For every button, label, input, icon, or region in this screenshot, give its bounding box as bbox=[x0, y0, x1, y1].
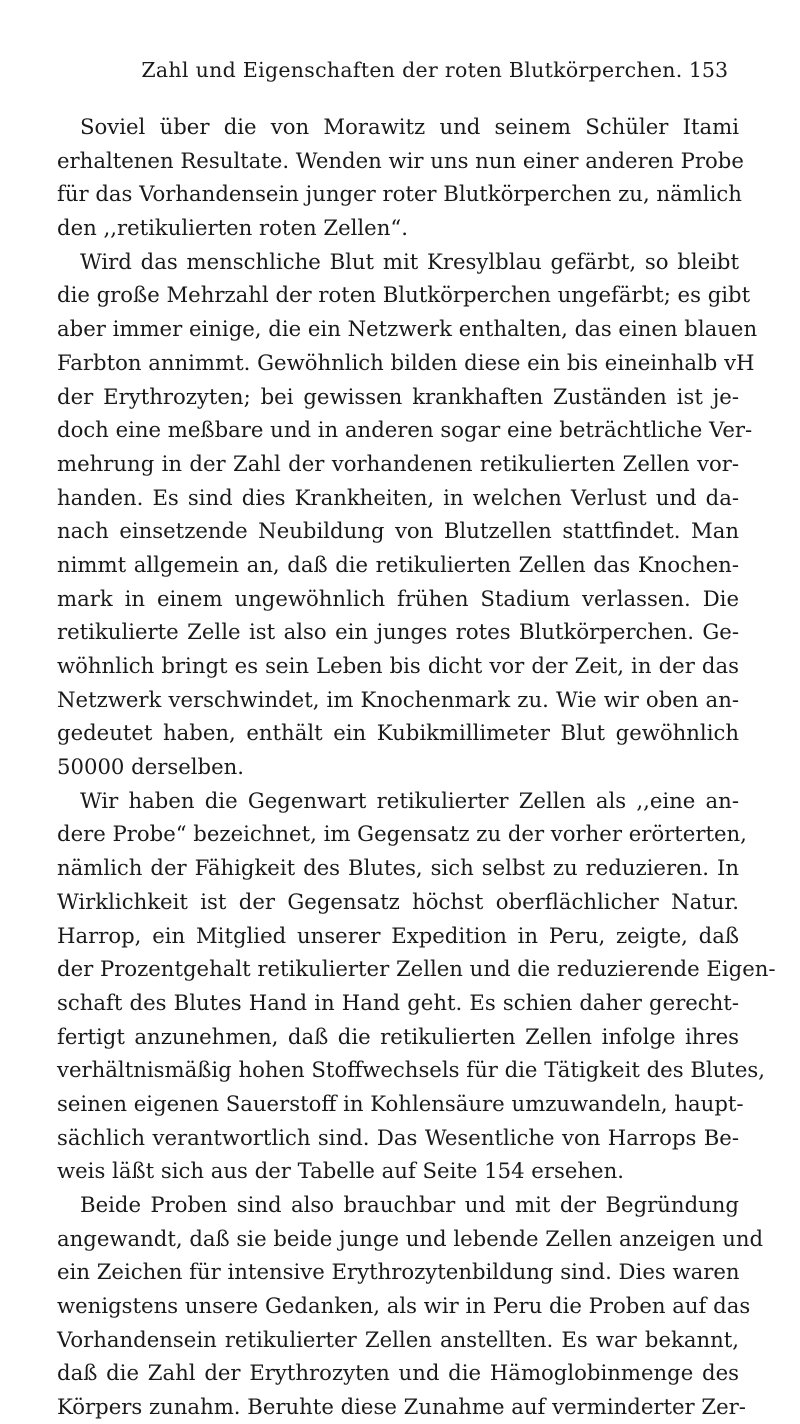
text-line: 50000 derselben. bbox=[57, 754, 245, 780]
text-line: daß die Zahl der Erythrozyten und die Hämoglobinmenge des bbox=[57, 1360, 739, 1386]
text-line: Soviel über die von Morawitz und seinem Schüler Itami bbox=[80, 114, 739, 139]
text-line: schaft des Blutes Hand in Hand geht. Es schien daher gerecht- bbox=[57, 989, 739, 1015]
text-line: weis läßt sich aus der Tabelle auf Seite 154 ersehen. bbox=[57, 1158, 624, 1184]
text-line: für das Vorhandensein junger roter Blutkörperchen zu, nämlich bbox=[57, 181, 742, 207]
text-line: wöhnlich bringt es sein Leben bis dicht vor der Zeit, in der das bbox=[57, 653, 739, 678]
text-line: retikulierte Zelle ist also ein junges rotes Blutkörperchen. Ge- bbox=[57, 619, 739, 645]
text-line: Wirklichkeit ist der Gegensatz höchst oberflächlicher Natur. bbox=[57, 888, 739, 914]
text-line: den ,,retikulierten roten Zellen“. bbox=[57, 215, 408, 241]
page-header bbox=[96, 58, 728, 88]
text-line: der Erythrozyten; bei gewissen krankhaften Zuständen ist je- bbox=[57, 383, 739, 409]
text-line: der Prozentgehalt retikulierter Zellen und die reduzierende Eigen- bbox=[57, 956, 776, 982]
text-line: Harrop, ein Mitglied unserer Expedition in Peru, zeigte, daß bbox=[57, 922, 739, 948]
text-line: Körpers zunahm. Beruhte diese Zunahme auf verminderter Zer- bbox=[57, 1394, 746, 1420]
text-line: fertigt anzunehmen, daß die retikulierten Zellen infolge ihres bbox=[57, 1023, 739, 1049]
text-line: sächlich verantwortlich sind. Das Wesentliche von Harrops Be- bbox=[57, 1124, 739, 1150]
text-line: gedeutet haben, enthält ein Kubikmillimeter Blut gewöhnlich bbox=[57, 720, 739, 746]
text-line: seinen eigenen Sauerstoff in Kohlensäure umzuwandeln, haupt- bbox=[57, 1090, 744, 1116]
page-number: 153 bbox=[688, 58, 728, 82]
text-line: erhaltenen Resultate. Wenden wir uns nun einer anderen Probe bbox=[57, 147, 744, 173]
text-line: aber immer einige, die ein Netzwerk enthalten, das einen blauen bbox=[57, 316, 758, 342]
text-line: wenigstens unsere Gedanken, als wir in Peru die Proben auf das bbox=[57, 1293, 751, 1319]
text-line: Beide Proben sind also brauchbar und mit der Begründung bbox=[80, 1192, 739, 1217]
text-line: nämlich der Fähigkeit des Blutes, sich selbst zu reduzieren. In bbox=[57, 855, 739, 881]
text-line: ein Zeichen für intensive Erythrozytenbildung sind. Dies waren bbox=[57, 1259, 740, 1285]
body-text bbox=[57, 110, 776, 1424]
text-line: angewandt, daß sie beide junge und lebende Zellen anzeigen und bbox=[57, 1225, 764, 1251]
text-line: mark in einem ungewöhnlich frühen Stadium verlassen. Die bbox=[57, 585, 739, 611]
text-line: nimmt allgemein an, daß die retikulierten Zellen das Knochen- bbox=[57, 551, 739, 577]
text-line: Farbton annimmt. Gewöhnlich bilden diese ein bis eineinhalb vH bbox=[57, 349, 755, 375]
running-title: Zahl und Eigenschaften der roten Blutkörperchen. bbox=[141, 58, 683, 82]
text-line: Wird das menschliche Blut mit Kresylblau gefärbt, so bleibt bbox=[80, 248, 739, 274]
text-line: nach einsetzende Neubildung von Blutzellen stattfindet. Man bbox=[57, 518, 739, 544]
text-line: Vorhandensein retikulierter Zellen anstellten. Es war bekannt, bbox=[57, 1326, 739, 1352]
text-line: doch eine meßbare und in anderen sogar eine beträchtliche Ver- bbox=[57, 417, 753, 443]
text-line: Netzwerk verschwindet, im Knochenmark zu. Wie wir oben an- bbox=[57, 686, 739, 712]
text-line: die große Mehrzahl der roten Blutkörperchen ungefärbt; es gibt bbox=[57, 282, 751, 308]
text-line: mehrung in der Zahl der vorhandenen retikulierten Zellen vor- bbox=[57, 450, 739, 476]
text-line: Wir haben die Gegenwart retikulierter Zellen als ,,eine an- bbox=[80, 787, 739, 813]
text-line: dere Probe“ bezeichnet, im Gegensatz zu der vorher erörterten, bbox=[57, 821, 747, 847]
text-line: handen. Es sind dies Krankheiten, in welchen Verlust und da- bbox=[57, 484, 739, 510]
text-line: verhältnismäßig hohen Stoffwechsels für die Tätigkeit des Blutes, bbox=[57, 1057, 765, 1083]
